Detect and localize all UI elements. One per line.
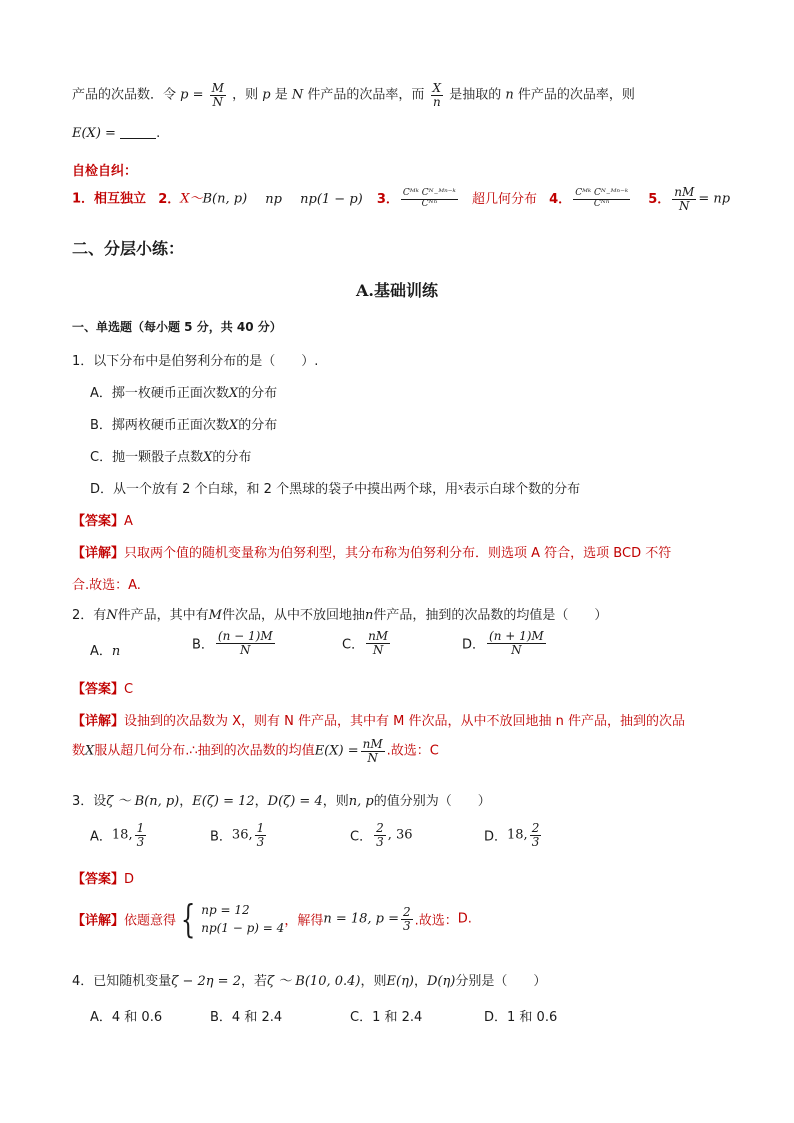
option-text: D．从一个放有 2 个白球，和 2 个黑球的袋子中摸出两个球，用 [90, 482, 459, 497]
detail-text: 只取两个值的随机变量称为伯努利型，其分布称为伯努利分布．则选项 A 符合，选项 BCD 不符 [124, 546, 672, 561]
fraction-x-over-n [431, 82, 444, 108]
text: ， [179, 794, 193, 809]
math: n [365, 608, 374, 623]
answer-blank [120, 126, 156, 139]
answer-4-label: 4． [549, 191, 572, 207]
denominator: Cᴺⁿ [593, 198, 610, 209]
section-heading: 二、分层小练： [72, 239, 185, 258]
fraction-nm-over-n [672, 186, 696, 212]
text: 2．有 [72, 608, 107, 623]
numerator: Cᴹᵏ Cᴺ₋ᴹⁿ⁻ᵏ [575, 188, 629, 199]
answer-value: D. [457, 911, 472, 927]
option-text: 的分布 [212, 450, 252, 465]
fraction [374, 822, 386, 848]
option-text: A．掷一枚硬币正面次数 [90, 386, 229, 401]
q3-option-b [210, 822, 268, 848]
option-text: 的分布 [238, 386, 278, 401]
answer-3-text: 超几何分布 [471, 191, 537, 207]
equation: np(1 − p) = 4 [201, 921, 285, 935]
question-3-stem [72, 790, 491, 809]
q3-option-c [350, 822, 413, 848]
q4-option-d: D．1 和 0.6 [484, 1010, 558, 1025]
option-label: A． [90, 829, 112, 845]
answer-value: D [124, 872, 135, 887]
selfcheck-answers [72, 186, 730, 212]
option-label: B． [192, 637, 214, 653]
denominator: N [240, 642, 251, 657]
math-p: p [262, 87, 271, 103]
option-label: A． [90, 644, 112, 659]
option-label: D． [484, 829, 508, 845]
numerator: 2 [403, 904, 411, 919]
detail-text: .故选： [414, 913, 458, 929]
math: M [208, 608, 222, 623]
q3-option-d [484, 822, 543, 848]
math: X [228, 418, 239, 433]
equation-system [176, 897, 285, 941]
math: = np [698, 191, 731, 207]
numerator: X [432, 81, 442, 95]
fraction [366, 630, 390, 656]
text: 是 [274, 87, 288, 103]
numerator: nM [674, 185, 695, 199]
fraction [255, 822, 267, 848]
text: 3．设 [72, 794, 107, 809]
option-label: D． [462, 637, 486, 653]
text: 件产品，抽到的次品数的均值是（ ） [373, 608, 608, 623]
detail-label: 【详解】 [72, 714, 125, 729]
math: B(n, p) [202, 191, 248, 207]
detail-text: ，解得 [284, 913, 324, 929]
fraction [135, 822, 147, 848]
text: 4．已知随机变量 [72, 974, 172, 989]
fraction [216, 630, 275, 656]
math: N [106, 608, 118, 623]
fraction [361, 738, 385, 764]
subsection-heading: A.基础训练 [356, 281, 438, 300]
answer-label: 【答案】 [72, 514, 125, 529]
option-text: B．掷两枚硬币正面次数 [90, 418, 229, 433]
numerator: 2 [531, 821, 540, 835]
text: ，则 [322, 794, 349, 809]
text: ，则 [360, 974, 387, 989]
q1-detail-line-2: 合.故选：A. [72, 578, 141, 593]
text: 分别是（ ） [455, 974, 547, 989]
math: , 36 [387, 827, 413, 843]
q4-option-a: A．4 和 0.6 [90, 1010, 163, 1025]
q3-option-a [90, 822, 148, 848]
numerator: 1 [136, 821, 145, 835]
option-label: B． [210, 829, 232, 845]
denominator: N [367, 750, 378, 765]
q1-option-a [90, 382, 277, 401]
denominator: Cᴺⁿ [421, 198, 438, 209]
denominator: 3 [403, 918, 411, 933]
math: D(η) [426, 974, 456, 989]
q3-detail [72, 897, 472, 941]
math: n, p [348, 794, 374, 809]
fraction-m-over-n [210, 82, 226, 108]
answer-5-label: 5． [648, 191, 671, 207]
denominator: 3 [136, 834, 145, 849]
answer-value: C [124, 682, 134, 697]
q4-option-c: C．1 和 2.4 [350, 1010, 423, 1025]
q1-option-c [90, 446, 251, 465]
q2-option-b [192, 630, 277, 656]
option-label: C． [350, 829, 373, 845]
math-p-eq: p = [180, 87, 204, 103]
denominator: n [432, 94, 441, 109]
math: 36, [231, 827, 253, 843]
math: n = 18, p = [323, 911, 400, 927]
text: 数 [72, 743, 86, 759]
math: 18, [507, 827, 528, 843]
text: 件产品，其中有 [117, 608, 209, 623]
text: ， [413, 974, 427, 989]
numerator: nM [362, 737, 383, 751]
math: X [228, 386, 239, 401]
option-text: C．抛一颗骰子点数 [90, 450, 204, 465]
question-4-stem [72, 970, 546, 989]
fraction-hypergeom [401, 189, 458, 209]
detail-label: 【详解】 [72, 546, 125, 561]
answer-value: C [429, 743, 439, 759]
math: E(X) = [314, 743, 359, 759]
text: 的值分别为（ ） [373, 794, 491, 809]
math: X [203, 450, 213, 465]
numerator: 1 [256, 821, 265, 835]
text: ，则 [232, 87, 259, 103]
q1-option-b [90, 414, 277, 433]
question-2-stem [72, 604, 607, 623]
selfcheck-title: 自检自纠： [72, 164, 138, 179]
answer-label: 【答案】 [72, 872, 125, 887]
text: 件次品，从中不放回地抽 [221, 608, 365, 623]
equation: np = 12 [201, 903, 250, 917]
math: x [458, 483, 464, 493]
intro-line-2 [72, 126, 160, 141]
numerator: M [211, 81, 224, 95]
denominator: N [511, 642, 522, 657]
q2-option-a [90, 640, 120, 659]
math: E(η) [386, 974, 414, 989]
denominator: 3 [531, 834, 540, 849]
intro-line-1 [72, 82, 635, 108]
math: np [265, 191, 282, 207]
fraction [401, 906, 413, 932]
text: 产品的次品数．令 [72, 87, 177, 103]
numerator: 2 [376, 821, 384, 835]
math: E(ζ) = 12 [192, 794, 255, 809]
q2-answer [72, 678, 133, 697]
numerator: (n + 1)M [489, 629, 544, 643]
text: ， [254, 794, 268, 809]
text: 服从超几何分布.∴抽到的次品数的均值 [94, 743, 315, 759]
math: X [85, 743, 95, 759]
q4-option-b: B．4 和 2.4 [210, 1010, 283, 1025]
fraction [530, 822, 542, 848]
answer-1: 1．相互独立 [72, 191, 147, 207]
q3-answer [72, 868, 134, 887]
math: X～ [180, 191, 203, 207]
answer-3-label: 3． [376, 191, 399, 207]
fraction-hypergeom [573, 189, 630, 209]
numerator: (n − 1)M [217, 629, 273, 643]
math: D(ζ) = 4 [267, 794, 323, 809]
text: .故选： [386, 743, 430, 759]
detail-text: 依题意得 [124, 913, 177, 929]
denominator: 3 [376, 834, 384, 849]
q2-detail-line-1 [72, 710, 685, 729]
denominator: 3 [256, 834, 265, 849]
option-text: 表示白球个数的分布 [463, 482, 581, 497]
detail-label: 【详解】 [72, 913, 125, 929]
answer-label: 【答案】 [72, 682, 125, 697]
q1-answer [72, 510, 133, 529]
math-expectation: E(X) = [72, 126, 116, 141]
math: np(1 − p) [300, 191, 363, 207]
math: ζ − 2η = 2 [171, 974, 241, 989]
q2-detail-line-2 [72, 738, 439, 764]
denominator: N [679, 198, 690, 213]
denominator: N [212, 94, 224, 109]
math: ζ ～ B(n, p) [106, 794, 180, 809]
q2-option-d [462, 630, 548, 656]
q1-option-d [90, 478, 580, 497]
text: . [156, 126, 161, 141]
math: n [111, 644, 121, 659]
option-text: 的分布 [238, 418, 278, 433]
answer-value: A [124, 514, 133, 529]
math-n: n [505, 87, 514, 103]
part-heading: 一、单选题（每小题 5 分，共 40 分） [72, 320, 282, 334]
numerator: nM [368, 629, 389, 643]
numerator: Cᴹᵏ Cᴺ₋ᴹⁿ⁻ᵏ [402, 188, 456, 199]
text: 是抽取的 [449, 87, 502, 103]
denominator: N [372, 642, 384, 657]
text: 件产品的次品率，则 [517, 87, 635, 103]
fraction [487, 630, 546, 656]
text: ，若 [240, 974, 267, 989]
q1-detail-line-1 [72, 542, 671, 561]
math-n: N [291, 87, 304, 103]
q2-option-c [342, 630, 392, 656]
math: ζ ～ B(10, 0.4) [267, 974, 361, 989]
option-label: C． [342, 637, 365, 653]
question-1-stem: 1．以下分布中是伯努利分布的是（ ）. [72, 354, 319, 369]
detail-text: 设抽到的次品数为 X，则有 N 件产品，其中有 M 件次品，从中不放回地抽 n 件产品，抽到的次品 [124, 714, 686, 729]
math: 18, [111, 827, 133, 843]
text: 件产品的次品率，而 [307, 87, 425, 103]
brace-icon: { [180, 897, 196, 941]
answer-2-label: 2． [158, 191, 181, 207]
